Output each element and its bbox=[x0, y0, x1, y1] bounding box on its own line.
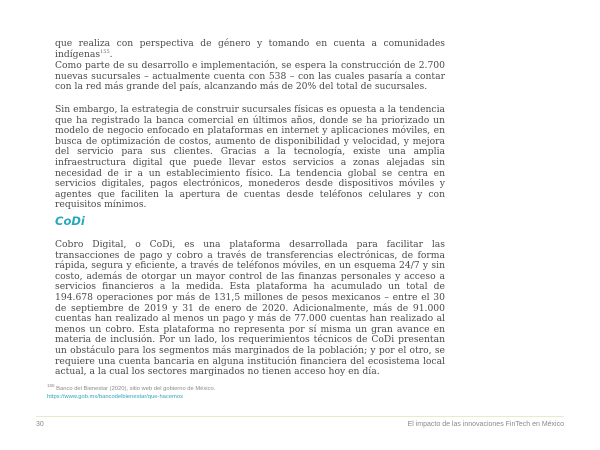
footnote-number: 155 bbox=[47, 383, 55, 389]
running-footer-title: El impacto de las innovaciones FinTech en México bbox=[407, 421, 564, 428]
section-heading-codi: CoDi bbox=[55, 214, 85, 228]
footnote-citation: Banco del Bienestar (2020), sitio web del gobierno de México. bbox=[56, 386, 216, 392]
page-number: 30 bbox=[36, 421, 44, 428]
paragraph-branch-expansion: Como parte de su desarrollo e implementación, se espera la construcción de 2.700 nuevas sucursales – actualmente cuenta con 538 – con las cuales pasaría a contar con la red más grande del país, alcanzando más de 20% del total de sucursales. bbox=[55, 60, 445, 93]
paragraph-digital-strategy: Sin embargo, la estrategia de construir sucursales físicas es opuesta a la tendencia que ha registrado la banca comercial en últimos años, donde se ha priorizado un modelo de negocio enfocado en plataformas en internet y aplicaciones móviles, en busca de optimización de costos, aumento de disponibilidad y velocidad, y mejora del servicio para sus clientes. Gracias a la tecnología, existe una amplia infraestructura digital que puede llevar estos servicios a zonas alejadas sin necesidad de ir a un establecimiento físico. La tendencia global se centra en servicios digitales, pagos electrónicos, monederos desde dispositivos móviles y agentes que faciliten la apertura de cuentas desde teléfonos celulares y con requisitos mínimos. bbox=[55, 104, 445, 211]
footer-divider bbox=[36, 416, 564, 417]
footnote-reference: 155 bbox=[100, 48, 110, 55]
footnote-link[interactable]: https://www.gob.mx/bancodelbienestar/que-hacemos bbox=[47, 394, 183, 400]
paragraph-continuation: que realiza con perspectiva de género y tomando en cuenta a comunidades indígenas$^{155}$. bbox=[55, 38, 445, 60]
paragraph-codi: Cobro Digital, o CoDi, es una plataforma desarrollada para facilitar las transacciones de pago y cobro a través de transferencias electrónicas, de forma rápida, segura y eficiente, a través de teléfonos móviles, en un esquema 24/7 y sin costo, además de otorgar un mayor control de las finanzas personales y acceso a servicios financieros a la medida. Esta plataforma ha acumulado un total de 194.678 operaciones por más de 131,5 millones de pesos mexicanos – entre el 30 de septiembre de 2019 y 31 de enero de 2020. Adicionalmente, más de 91.000 cuentas han realizado al menos un pago y más de 77.000 cuentas han realizado al menos un cobro. Esta plataforma no representa por sí misma un gran avance en materia de inclusión. Por un lado, los requerimientos técnicos de CoDi presentan un obstáculo para los segmentos más marginados de la población; y por el otro, se requiere una cuenta bancaria en alguna institución financiera del ecosistema local actual, a la cual los sectores marginados no tienen acceso hoy en día. bbox=[55, 239, 445, 378]
footnote bbox=[47, 385, 215, 393]
paragraph-continuation-text: que realiza con perspectiva de género y tomando en cuenta a comunidades indígenas bbox=[55, 38, 445, 60]
